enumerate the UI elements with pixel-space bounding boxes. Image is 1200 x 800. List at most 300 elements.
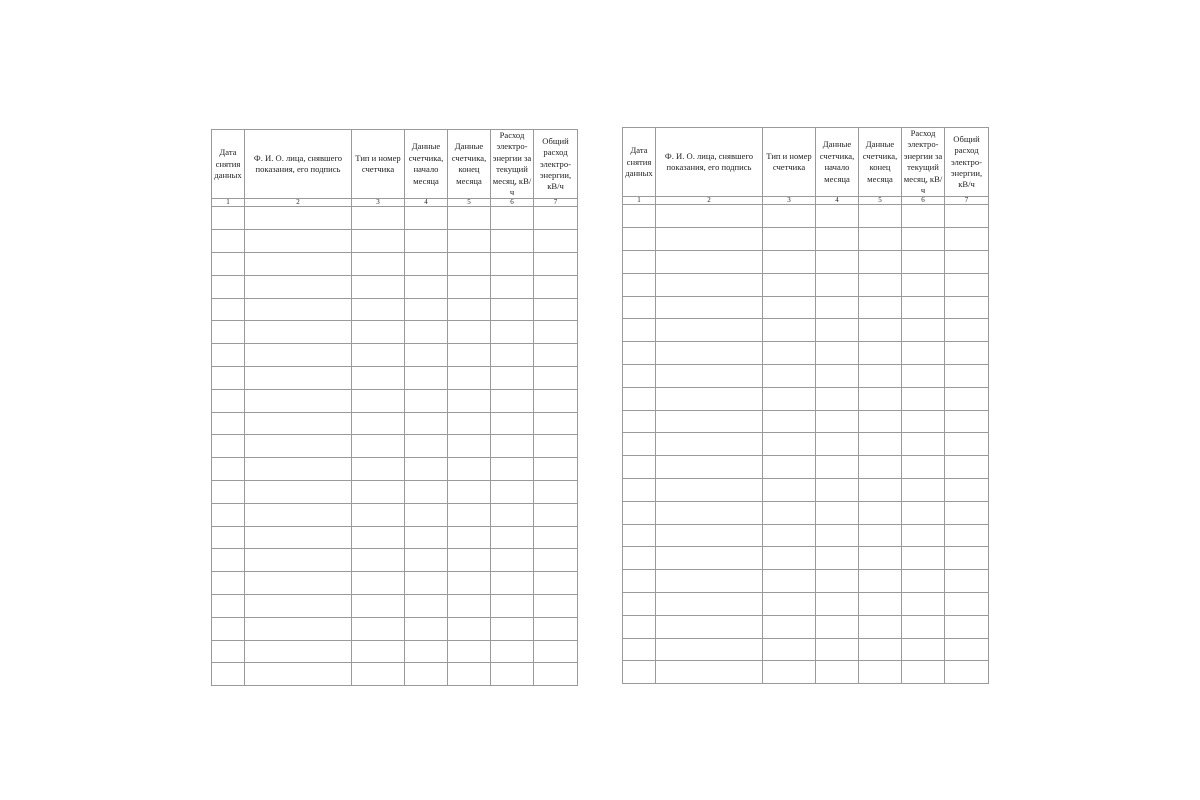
blank-cell [656,342,763,365]
blank-cell [212,549,245,572]
blank-cell [448,663,491,686]
table-row [212,321,578,344]
blank-cell [405,298,448,321]
blank-cell [945,547,989,570]
table-row [212,207,578,230]
blank-cell [448,253,491,276]
blank-cell [816,410,859,433]
blank-cell [491,549,534,572]
blank-cell [763,296,816,319]
blank-cell [816,433,859,456]
table-row [212,344,578,367]
column-number: 3 [352,199,405,207]
table-row [623,570,989,593]
table-row [623,296,989,319]
table-row [623,638,989,661]
blank-cell [491,503,534,526]
blank-cell [816,592,859,615]
blank-cell [623,365,656,388]
blank-cell [352,207,405,230]
blank-cell [491,298,534,321]
blank-cell [212,640,245,663]
column-number: 7 [945,197,989,205]
blank-cell [352,526,405,549]
blank-cell [245,253,352,276]
column-number: 5 [859,197,902,205]
column-number: 3 [763,197,816,205]
blank-cell [212,435,245,458]
blank-cell [491,481,534,504]
header-name-signature: Ф. И. О. лица, снявшего показания, его подпись [656,128,763,197]
blank-cell [656,205,763,228]
blank-cell [945,251,989,274]
blank-cell [245,389,352,412]
blank-cell [405,389,448,412]
blank-cell [352,572,405,595]
blank-cell [623,273,656,296]
blank-cell [623,570,656,593]
blank-cell [405,435,448,458]
blank-cell [763,547,816,570]
blank-cell [212,617,245,640]
blank-cell [859,592,902,615]
blank-cell [902,570,945,593]
blank-cell [859,205,902,228]
blank-cell [448,367,491,390]
table-row [623,456,989,479]
blank-cell [763,479,816,502]
blank-cell [763,592,816,615]
blank-cell [448,412,491,435]
blank-cell [945,228,989,251]
blank-cell [656,296,763,319]
blank-cell [623,524,656,547]
blank-cell [816,524,859,547]
blank-cell [656,273,763,296]
blank-cell [405,207,448,230]
blank-cell [448,435,491,458]
blank-cell [491,230,534,253]
table-row [212,526,578,549]
blank-cell [405,617,448,640]
blank-cell [763,661,816,684]
blank-cell [656,365,763,388]
table-row [212,412,578,435]
header-reading-start: Данные счетчика, начало месяца [405,130,448,199]
blank-cell [656,547,763,570]
table-row [623,661,989,684]
blank-cell [405,230,448,253]
table-row [623,228,989,251]
blank-cell [623,319,656,342]
column-number: 6 [491,199,534,207]
blank-cell [763,387,816,410]
blank-cell [859,251,902,274]
blank-cell [405,549,448,572]
blank-cell [902,319,945,342]
blank-cell [448,526,491,549]
blank-cell [859,342,902,365]
blank-cell [763,638,816,661]
table-row [212,230,578,253]
blank-cell [352,389,405,412]
blank-cell [212,389,245,412]
blank-cell [534,298,578,321]
blank-cell [534,640,578,663]
blank-cell [816,456,859,479]
blank-cell [352,275,405,298]
blank-cell [859,547,902,570]
table-row [212,617,578,640]
blank-cell [352,458,405,481]
blank-cell [902,296,945,319]
blank-cell [212,572,245,595]
blank-cell [534,367,578,390]
blank-cell [405,458,448,481]
header-row [212,130,578,199]
blank-cell [656,433,763,456]
blank-cell [534,412,578,435]
blank-cell [859,615,902,638]
blank-cell [623,228,656,251]
blank-cell [491,572,534,595]
table-row [212,503,578,526]
blank-cell [405,412,448,435]
blank-cell [448,617,491,640]
table-row [623,592,989,615]
blank-cell [902,456,945,479]
blank-cell [623,638,656,661]
blank-cell [859,501,902,524]
table-row [623,205,989,228]
blank-cell [245,321,352,344]
blank-cell [656,251,763,274]
blank-cell [534,572,578,595]
column-number: 6 [902,197,945,205]
blank-cell [245,503,352,526]
blank-cell [945,205,989,228]
blank-cell [816,570,859,593]
blank-cell [859,387,902,410]
blank-cell [763,319,816,342]
blank-cell [352,367,405,390]
blank-cell [816,342,859,365]
blank-cell [352,253,405,276]
blank-cell [763,251,816,274]
blank-cell [656,501,763,524]
blank-cell [491,253,534,276]
table-row [623,479,989,502]
table-row [623,501,989,524]
blank-cell [245,572,352,595]
blank-cell [534,549,578,572]
blank-cell [623,387,656,410]
blank-rows [623,205,989,684]
blank-cell [902,638,945,661]
blank-cell [816,661,859,684]
blank-cell [448,572,491,595]
blank-cell [212,298,245,321]
blank-cell [448,503,491,526]
header-meter-type: Тип и номер счетчика [352,130,405,199]
blank-cell [491,344,534,367]
column-number: 1 [212,199,245,207]
blank-cell [534,389,578,412]
blank-cell [534,526,578,549]
blank-cell [491,594,534,617]
blank-cell [945,342,989,365]
blank-cell [763,273,816,296]
blank-cell [212,503,245,526]
table-row [212,389,578,412]
blank-cell [623,296,656,319]
blank-cell [945,615,989,638]
blank-cell [945,592,989,615]
table-row [623,387,989,410]
column-number-row [623,197,989,205]
blank-cell [212,253,245,276]
blank-cell [352,503,405,526]
header-reading-start: Данные счетчика, начало месяца [816,128,859,197]
blank-cell [902,592,945,615]
blank-cell [816,296,859,319]
header-monthly-usage: Расход электро-энергии за текущий месяц, кВ/ч [902,128,945,197]
blank-cell [212,526,245,549]
blank-cell [352,321,405,344]
column-number: 2 [245,199,352,207]
blank-cell [816,501,859,524]
table-row [212,435,578,458]
blank-cell [245,344,352,367]
blank-cell [859,570,902,593]
blank-cell [945,570,989,593]
column-number: 2 [656,197,763,205]
meter-log-table-right [622,127,989,684]
blank-cell [534,458,578,481]
blank-cell [763,524,816,547]
blank-cell [534,481,578,504]
blank-cell [763,205,816,228]
blank-cell [212,344,245,367]
header-row [623,128,989,197]
blank-cell [405,367,448,390]
blank-cell [405,481,448,504]
table-row [623,251,989,274]
blank-cell [656,456,763,479]
table-row [623,410,989,433]
blank-cell [763,456,816,479]
blank-cell [623,615,656,638]
blank-cell [534,617,578,640]
blank-cell [405,594,448,617]
blank-cell [902,273,945,296]
blank-cell [656,479,763,502]
blank-cell [448,481,491,504]
blank-cell [352,663,405,686]
blank-cell [534,321,578,344]
blank-cell [352,344,405,367]
blank-cell [352,549,405,572]
table-row [623,319,989,342]
blank-cell [945,501,989,524]
blank-cell [448,298,491,321]
blank-cell [945,456,989,479]
blank-cell [491,617,534,640]
table-row [212,253,578,276]
blank-cell [534,435,578,458]
blank-cell [448,458,491,481]
blank-cell [352,412,405,435]
table-row [623,273,989,296]
blank-cell [623,456,656,479]
blank-cell [816,638,859,661]
table-row [212,572,578,595]
blank-cell [245,367,352,390]
blank-cell [763,228,816,251]
blank-cell [859,410,902,433]
blank-cell [945,273,989,296]
blank-cell [902,387,945,410]
blank-cell [352,230,405,253]
blank-cell [448,594,491,617]
blank-cell [212,481,245,504]
blank-cell [352,617,405,640]
blank-cell [816,479,859,502]
blank-cell [405,640,448,663]
blank-cell [945,661,989,684]
blank-cell [245,230,352,253]
blank-cell [656,319,763,342]
blank-cell [816,365,859,388]
table-row [212,298,578,321]
blank-cell [491,458,534,481]
blank-cell [245,617,352,640]
blank-cell [212,663,245,686]
blank-cell [902,547,945,570]
blank-cell [859,319,902,342]
blank-cell [405,344,448,367]
blank-cell [212,367,245,390]
column-number: 4 [816,197,859,205]
blank-cell [448,207,491,230]
blank-cell [212,207,245,230]
blank-cell [534,594,578,617]
blank-cell [245,298,352,321]
header-reading-end: Данные счетчика, конец месяца [859,128,902,197]
blank-cell [212,594,245,617]
blank-cell [448,321,491,344]
table-row [212,458,578,481]
blank-cell [623,342,656,365]
blank-cell [945,365,989,388]
blank-cell [945,479,989,502]
blank-cell [245,275,352,298]
column-number: 1 [623,197,656,205]
blank-cell [816,273,859,296]
blank-cell [491,207,534,230]
blank-cell [945,296,989,319]
header-date: Дата снятия данных [623,128,656,197]
blank-cell [816,615,859,638]
blank-cell [352,435,405,458]
blank-cell [623,251,656,274]
blank-rows [212,207,578,686]
blank-cell [816,205,859,228]
blank-cell [902,342,945,365]
blank-cell [763,365,816,388]
blank-cell [902,410,945,433]
blank-cell [405,275,448,298]
blank-cell [491,412,534,435]
blank-cell [902,205,945,228]
blank-cell [816,251,859,274]
blank-cell [245,435,352,458]
blank-cell [656,570,763,593]
blank-cell [352,640,405,663]
blank-cell [448,275,491,298]
blank-cell [656,638,763,661]
table-row [212,367,578,390]
blank-cell [405,253,448,276]
blank-cell [245,458,352,481]
table-row [623,547,989,570]
blank-cell [623,205,656,228]
blank-cell [405,663,448,686]
blank-cell [816,547,859,570]
blank-cell [656,592,763,615]
blank-cell [448,640,491,663]
blank-cell [448,389,491,412]
blank-cell [902,661,945,684]
blank-cell [945,319,989,342]
blank-cell [448,230,491,253]
blank-cell [352,481,405,504]
blank-cell [245,640,352,663]
blank-cell [623,479,656,502]
table-row [623,615,989,638]
blank-cell [491,367,534,390]
blank-cell [212,458,245,481]
table-row [623,342,989,365]
blank-cell [212,275,245,298]
meter-log-table-left [211,129,578,686]
blank-cell [352,298,405,321]
blank-cell [656,387,763,410]
header-total-usage: Общий расход электро-энергии, кВ/ч [945,128,989,197]
blank-cell [656,410,763,433]
blank-cell [945,638,989,661]
table-row [623,365,989,388]
blank-cell [816,387,859,410]
blank-cell [534,503,578,526]
blank-cell [902,479,945,502]
blank-cell [763,410,816,433]
blank-cell [245,663,352,686]
blank-cell [405,572,448,595]
blank-cell [656,228,763,251]
blank-cell [491,275,534,298]
blank-cell [623,661,656,684]
blank-cell [902,228,945,251]
header-name-signature: Ф. И. О. лица, снявшего показания, его подпись [245,130,352,199]
table-row [212,594,578,617]
blank-cell [491,663,534,686]
blank-cell [534,230,578,253]
blank-cell [859,296,902,319]
blank-cell [763,342,816,365]
blank-cell [902,365,945,388]
blank-cell [491,640,534,663]
